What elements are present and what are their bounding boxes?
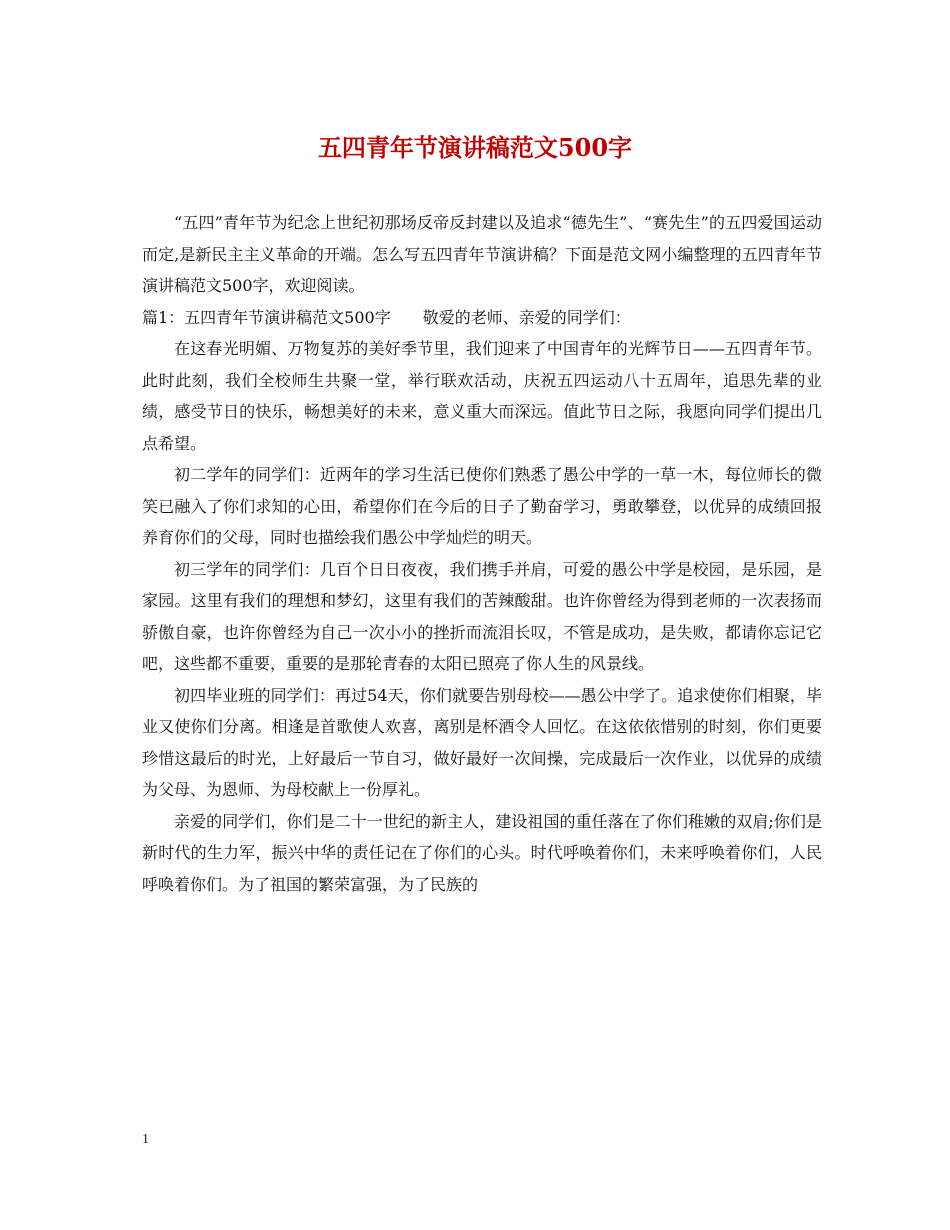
document-body	[142, 207, 822, 900]
paragraph-closing: 亲爱的同学们，你们是二十一世纪的新主人，建设祖国的重任落在了你们稚嫩的双肩;你们是新时代的生力军，振兴中华的责任记在了你们的心头。时代呼唤着你们，未来呼唤着你们，人民呼唤着你们。为了祖国的繁荣富强，为了民族的	[142, 811, 822, 894]
paragraph-section-heading: 篇1：五四青年节演讲稿范文500字 敬爱的老师、亲爱的同学们：	[142, 307, 631, 327]
page-number: 1	[142, 1132, 149, 1147]
paragraph-grade-two: 初二学年的同学们：近两年的学习生活已使你们熟悉了愚公中学的一草一木，每位师长的微笑已融入了你们求知的心田，希望你们在今后的日子了勤奋学习，勇敢攀登，以优异的成绩回报养育你们的父母，同时也描绘我们愚公中学灿烂的明天。	[142, 465, 822, 547]
paragraph-grade-three: 初三学年的同学们：几百个日日夜夜，我们携手并肩，可爱的愚公中学是校园，是乐园，是家园。这里有我们的理想和梦幻，这里有我们的苦辣酸甜。也许你曾经为得到老师的一次表扬而骄傲自豪，也许你曾经为自己一次小小的挫折而流泪长叹，不管是成功，是失败，都请你忘记它吧，这些都不重要，重要的是那轮青春的太阳已照亮了你人生的风景线。	[142, 559, 822, 673]
document-title: 五四青年节演讲稿范文500字	[317, 133, 633, 162]
paragraph-grade-four: 初四毕业班的同学们：再过54天，你们就要告别母校——愚公中学了。追求使你们相聚，毕业又使你们分离。相逢是首歌使人欢喜，离别是杯酒令人回忆。在这依依惜别的时刻，你们更要珍惜这最后的时光，上好最后一节自习，做好最好一次间操，完成最后一次作业，以优异的成绩为父母、为恩师、为母校献上一份厚礼。	[142, 685, 822, 799]
paragraph-intro: “五四”青年节为纪念上世纪初那场反帝反封建以及追求“德先生”、“赛先生”的五四爱国运动而定,是新民主主义革命的开端。怎么写五四青年节演讲稿？下面是范文网小编整理的五四青年节演讲稿范文500字，欢迎阅读。	[142, 213, 822, 295]
paragraph-opening: 在这春光明媚、万物复苏的美好季节里，我们迎来了中国青年的光辉节日——五四青年节。此时此刻，我们全校师生共聚一堂，举行联欢活动，庆祝五四运动八十五周年，追思先辈的业绩，感受节日的快乐，畅想美好的未来，意义重大而深远。值此节日之际，我愿向同学们提出几点希望。	[142, 339, 822, 453]
